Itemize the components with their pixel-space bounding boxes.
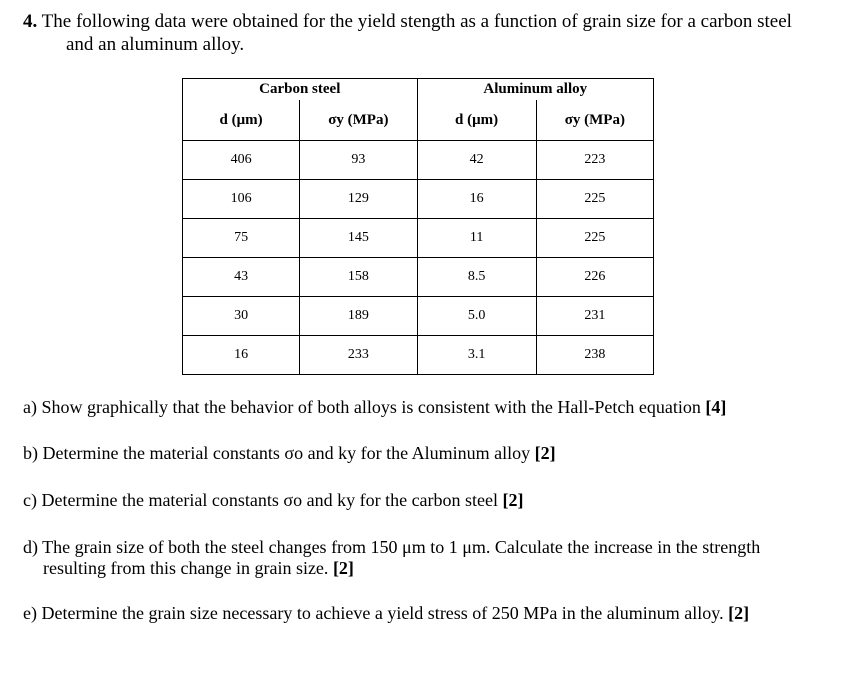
table-row: [183, 219, 654, 258]
table-cell: 233: [300, 336, 417, 375]
table-cell: 16: [417, 180, 536, 219]
col-header-steel-sigma: σy (MPa): [300, 100, 417, 141]
question-c: [23, 490, 843, 511]
question-e: [23, 603, 843, 624]
question-c-text: c) Determine the material constants σo and ky for the carbon steel: [23, 490, 499, 510]
question-b: [23, 443, 843, 464]
table-row: [183, 297, 654, 336]
table-cell: 226: [536, 258, 653, 297]
col-header-al-d: d (μm): [417, 100, 536, 141]
question-e-points: [2]: [728, 603, 750, 623]
table-cell: 8.5: [417, 258, 536, 297]
table-column-header-row: [183, 100, 654, 141]
table-cell: 11: [417, 219, 536, 258]
table-cell: 3.1: [417, 336, 536, 375]
question-b-text: b) Determine the material constants σo and ky for the Aluminum alloy: [23, 443, 531, 463]
table-row: [183, 141, 654, 180]
table-row: [183, 336, 654, 375]
problem-number: 4.: [23, 11, 38, 32]
table-cell: 223: [536, 141, 653, 180]
question-d: [23, 537, 843, 579]
problem-intro-line2: and an aluminum alloy.: [66, 34, 245, 55]
question-d-line1: d) The grain size of both the steel changes from 150 μm to 1 μm. Calculate the increase in the strength: [23, 537, 761, 557]
table-cell: 30: [183, 297, 300, 336]
table-cell: 231: [536, 297, 653, 336]
table-group-header-row: [183, 79, 654, 101]
table-row: [183, 180, 654, 219]
question-a: [23, 397, 843, 418]
question-a-points: [4]: [705, 397, 727, 417]
question-b-points: [2]: [534, 443, 556, 463]
table-row: [183, 258, 654, 297]
col-header-steel-d: d (μm): [183, 100, 300, 141]
problem-intro-line1: The following data were obtained for the yield stength as a function of grain size for a carbon steel: [41, 11, 792, 32]
table-cell: 129: [300, 180, 417, 219]
table-cell: 145: [300, 219, 417, 258]
question-e-text: e) Determine the grain size necessary to achieve a yield stress of 250 MPa in the aluminum alloy.: [23, 603, 724, 623]
question-a-text: a) Show graphically that the behavior of both alloys is consistent with the Hall-Petch equation: [23, 397, 701, 417]
col-header-al-sigma: σy (MPa): [536, 100, 653, 141]
question-c-points: [2]: [502, 490, 524, 510]
table-cell: 238: [536, 336, 653, 375]
table-cell: 225: [536, 180, 653, 219]
table-cell: 189: [300, 297, 417, 336]
table-cell: 158: [300, 258, 417, 297]
table-cell: 43: [183, 258, 300, 297]
table-cell: 106: [183, 180, 300, 219]
grain-size-data-table: [182, 78, 654, 375]
table-cell: 75: [183, 219, 300, 258]
question-d-points: [2]: [332, 558, 354, 578]
table-cell: 16: [183, 336, 300, 375]
table-cell: 406: [183, 141, 300, 180]
group-carbon-steel: Carbon steel: [183, 79, 418, 101]
table-cell: 42: [417, 141, 536, 180]
question-d-line2: resulting from this change in grain size.: [43, 558, 329, 578]
table-cell: 5.0: [417, 297, 536, 336]
problem-heading: [23, 10, 853, 56]
table-cell: 225: [536, 219, 653, 258]
table-cell: 93: [300, 141, 417, 180]
group-aluminum-alloy: Aluminum alloy: [417, 79, 654, 101]
